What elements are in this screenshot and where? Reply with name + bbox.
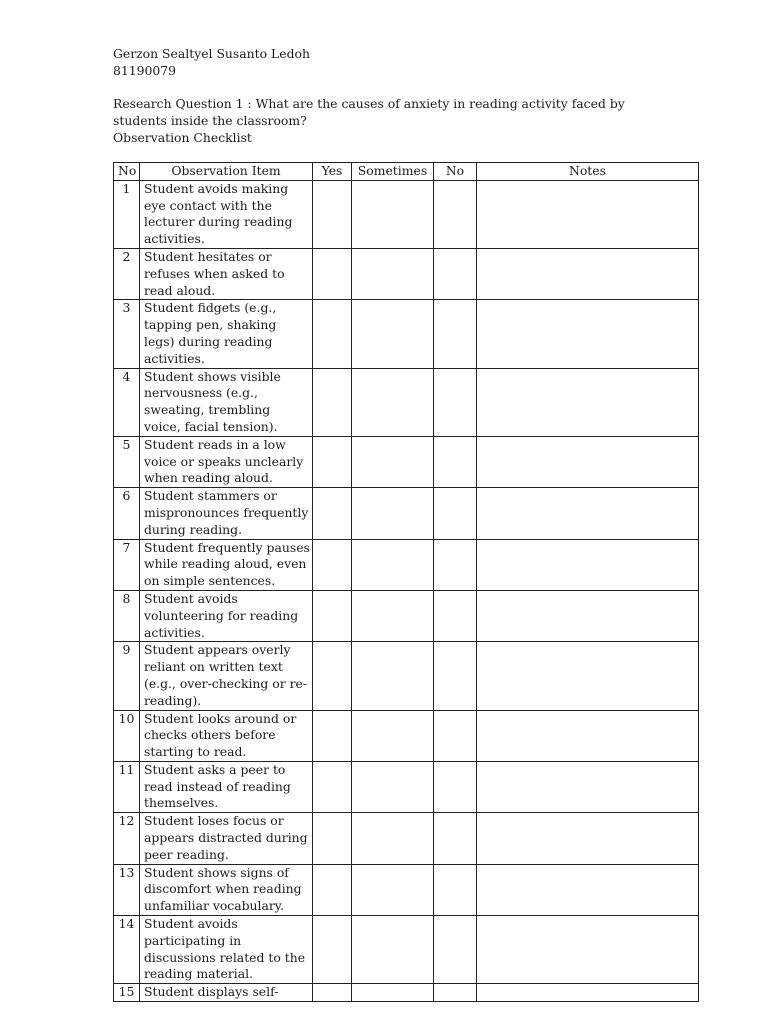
row-number: 3 <box>114 300 140 368</box>
sometimes-cell[interactable] <box>352 436 434 487</box>
notes-cell[interactable] <box>477 710 699 761</box>
observation-item-text: Student looks around or checks others before starting to read. <box>140 710 313 761</box>
table-row <box>114 436 699 487</box>
row-number: 8 <box>114 590 140 641</box>
row-number: 5 <box>114 436 140 487</box>
yes-cell[interactable] <box>313 916 352 984</box>
no-answer-cell[interactable] <box>434 864 477 915</box>
yes-cell[interactable] <box>313 539 352 590</box>
column-header-no-answer: No <box>434 163 477 181</box>
research-question: Research Question 1 : What are the causes of anxiety in reading activity faced by students inside the classroom? <box>113 96 625 129</box>
sometimes-cell[interactable] <box>352 813 434 864</box>
observation-item-text: Student shows visible nervousness (e.g., sweating, trembling voice, facial tension). <box>140 368 313 436</box>
table-row <box>114 180 699 248</box>
no-answer-cell[interactable] <box>434 539 477 590</box>
no-answer-cell[interactable] <box>434 436 477 487</box>
yes-cell[interactable] <box>313 813 352 864</box>
sometimes-cell[interactable] <box>352 916 434 984</box>
notes-cell[interactable] <box>477 984 699 1002</box>
table-row <box>114 590 699 641</box>
notes-cell[interactable] <box>477 864 699 915</box>
observation-item-text: Student fidgets (e.g., tapping pen, shaking legs) during reading activities. <box>140 300 313 368</box>
no-answer-cell[interactable] <box>434 368 477 436</box>
table-header-row <box>114 163 699 181</box>
sometimes-cell[interactable] <box>352 710 434 761</box>
observation-item-text: Student appears overly reliant on written text (e.g., over-checking or re-reading). <box>140 642 313 710</box>
row-number: 12 <box>114 813 140 864</box>
no-answer-cell[interactable] <box>434 180 477 248</box>
student-id: 81190079 <box>113 62 177 78</box>
column-header-no: No <box>114 163 140 181</box>
yes-cell[interactable] <box>313 642 352 710</box>
notes-cell[interactable] <box>477 300 699 368</box>
observation-item-text: Student asks a peer to read instead of reading themselves. <box>140 761 313 812</box>
sometimes-cell[interactable] <box>352 539 434 590</box>
notes-cell[interactable] <box>477 436 699 487</box>
row-number: 13 <box>114 864 140 915</box>
notes-cell[interactable] <box>477 539 699 590</box>
no-answer-cell[interactable] <box>434 642 477 710</box>
yes-cell[interactable] <box>313 761 352 812</box>
notes-cell[interactable] <box>477 248 699 299</box>
row-number: 6 <box>114 488 140 539</box>
table-row <box>114 916 699 984</box>
yes-cell[interactable] <box>313 180 352 248</box>
no-answer-cell[interactable] <box>434 710 477 761</box>
sometimes-cell[interactable] <box>352 300 434 368</box>
row-number: 14 <box>114 916 140 984</box>
observation-item-text: Student avoids making eye contact with the lecturer during reading activities. <box>140 180 313 248</box>
table-row <box>114 710 699 761</box>
sometimes-cell[interactable] <box>352 488 434 539</box>
notes-cell[interactable] <box>477 590 699 641</box>
sometimes-cell[interactable] <box>352 368 434 436</box>
observation-item-text: Student reads in a low voice or speaks unclearly when reading aloud. <box>140 436 313 487</box>
row-number: 1 <box>114 180 140 248</box>
yes-cell[interactable] <box>313 436 352 487</box>
notes-cell[interactable] <box>477 180 699 248</box>
checklist-title: Observation Checklist <box>113 129 252 145</box>
notes-cell[interactable] <box>477 761 699 812</box>
observation-item-text: Student hesitates or refuses when asked to read aloud. <box>140 248 313 299</box>
table-row <box>114 368 699 436</box>
no-answer-cell[interactable] <box>434 813 477 864</box>
sometimes-cell[interactable] <box>352 984 434 1002</box>
column-header-observation-item: Observation Item <box>140 163 313 181</box>
notes-cell[interactable] <box>477 813 699 864</box>
row-number: 11 <box>114 761 140 812</box>
no-answer-cell[interactable] <box>434 248 477 299</box>
observation-item-text: Student frequently pauses while reading aloud, even on simple sentences. <box>140 539 313 590</box>
column-header-sometimes: Sometimes <box>352 163 434 181</box>
column-header-notes: Notes <box>477 163 699 181</box>
table-row <box>114 488 699 539</box>
sometimes-cell[interactable] <box>352 864 434 915</box>
observation-item-text: Student avoids volunteering for reading activities. <box>140 590 313 641</box>
column-header-yes: Yes <box>313 163 352 181</box>
row-number: 15 <box>114 984 140 1002</box>
yes-cell[interactable] <box>313 300 352 368</box>
yes-cell[interactable] <box>313 368 352 436</box>
spacer <box>113 80 703 97</box>
table-row <box>114 864 699 915</box>
table-row <box>114 984 699 1002</box>
table-row <box>114 248 699 299</box>
observation-item-text: Student avoids participating in discussions related to the reading material. <box>140 916 313 984</box>
yes-cell[interactable] <box>313 864 352 915</box>
no-answer-cell[interactable] <box>434 300 477 368</box>
no-answer-cell[interactable] <box>434 984 477 1002</box>
observation-item-text: Student shows signs of discomfort when reading unfamiliar vocabulary. <box>140 864 313 915</box>
no-answer-cell[interactable] <box>434 488 477 539</box>
no-answer-cell[interactable] <box>434 916 477 984</box>
table-row <box>114 300 699 368</box>
row-number: 4 <box>114 368 140 436</box>
observation-item-text: Student stammers or mispronounces frequently during reading. <box>140 488 313 539</box>
no-answer-cell[interactable] <box>434 761 477 812</box>
table-row <box>114 761 699 812</box>
document-header <box>113 46 703 147</box>
author-name: Gerzon Sealtyel Susanto Ledoh <box>113 46 310 61</box>
row-number: 7 <box>114 539 140 590</box>
notes-cell[interactable] <box>477 368 699 436</box>
row-number: 9 <box>114 642 140 710</box>
sometimes-cell[interactable] <box>352 761 434 812</box>
table-body <box>114 180 699 1001</box>
table-row <box>114 539 699 590</box>
observation-item-text: Student loses focus or appears distracted during peer reading. <box>140 813 313 864</box>
notes-cell[interactable] <box>477 488 699 539</box>
notes-cell[interactable] <box>477 642 699 710</box>
sometimes-cell[interactable] <box>352 642 434 710</box>
observation-item-text: Student displays self- <box>140 984 313 1002</box>
yes-cell[interactable] <box>313 248 352 299</box>
sometimes-cell[interactable] <box>352 248 434 299</box>
sometimes-cell[interactable] <box>352 180 434 248</box>
table-row <box>114 642 699 710</box>
notes-cell[interactable] <box>477 916 699 984</box>
observation-checklist-table <box>113 162 699 1002</box>
yes-cell[interactable] <box>313 488 352 539</box>
table-row <box>114 813 699 864</box>
yes-cell[interactable] <box>313 710 352 761</box>
yes-cell[interactable] <box>313 590 352 641</box>
row-number: 2 <box>114 248 140 299</box>
yes-cell[interactable] <box>313 984 352 1002</box>
no-answer-cell[interactable] <box>434 590 477 641</box>
sometimes-cell[interactable] <box>352 590 434 641</box>
row-number: 10 <box>114 710 140 761</box>
